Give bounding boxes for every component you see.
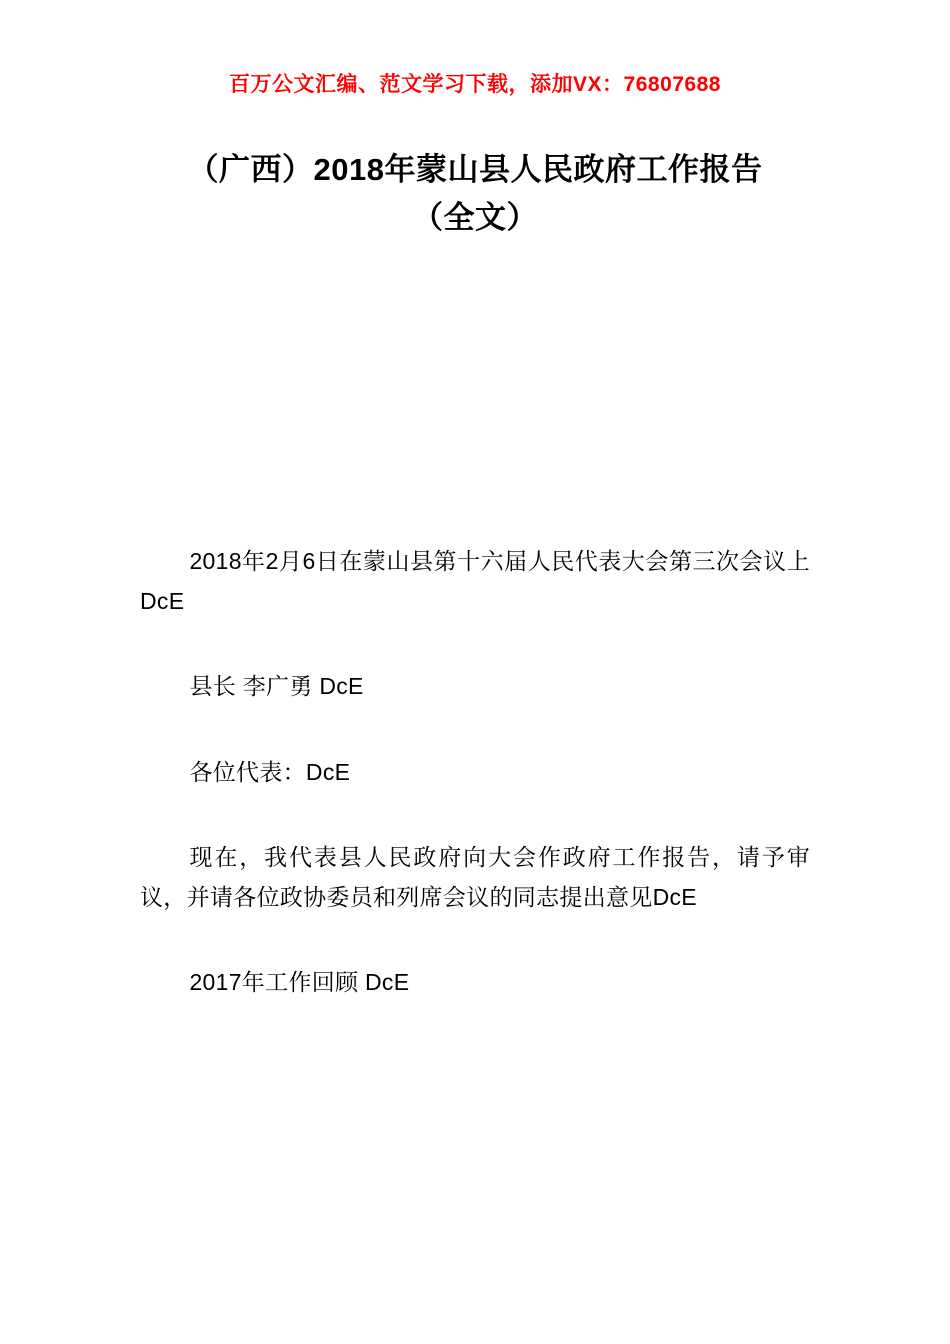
- paragraph-section-heading-2017-review: 2017年工作回顾 DcE: [189, 969, 410, 996]
- watermark-banner: 百万公文汇编、范文学习下载，添加VX：76807688: [229, 73, 721, 96]
- title-body-spacer: [140, 242, 810, 542]
- page-title-line-2: （全文）: [412, 200, 538, 236]
- paragraph-meeting-info: 2018年2月6日在蒙山县第十六届人民代表大会第三次会议上DcE: [140, 548, 810, 614]
- page-title-line-1: （广西）2018年蒙山县人民政府工作报告: [187, 152, 763, 187]
- paragraph-speaker: 县长 李广勇 DcE: [189, 673, 364, 700]
- page-title: [140, 146, 810, 242]
- paragraph-salutation: 各位代表：DcE: [189, 758, 351, 785]
- paragraph-opening-statement: 现在，我代表县人民政府向大会作政府工作报告，请予审议，并请各位政协委员和列席会议的同志提出意见DcE: [140, 844, 810, 910]
